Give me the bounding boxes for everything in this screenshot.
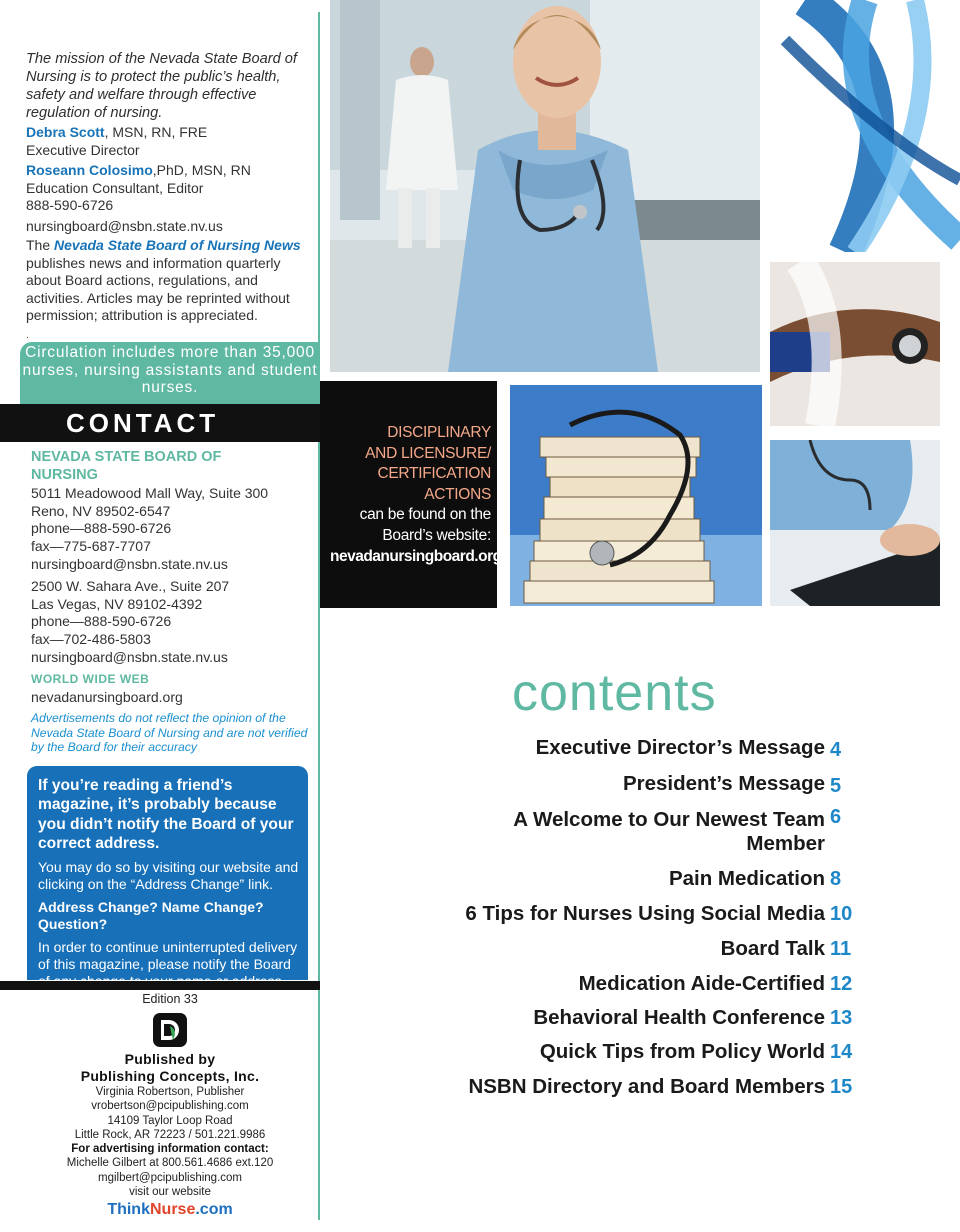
notice-headline: If you’re reading a friend’s magazine, it’s probably because you didn’t notify the Board of your correct address.: [38, 777, 294, 852]
contents-title: contents: [512, 664, 717, 722]
website-link[interactable]: nevadanursingboard.org: [31, 689, 183, 705]
ad-contact-email[interactable]: mgilbert@pcipublishing.com: [98, 1171, 242, 1184]
editor-phone: 888-590-6726: [26, 197, 114, 213]
blood-pressure-photo: [770, 262, 940, 426]
blue-swirl-image: [775, 0, 960, 252]
toc-page: 11: [830, 938, 852, 960]
toc-page: 6: [830, 806, 842, 828]
left-column: [0, 0, 320, 1232]
reno-address: [31, 485, 316, 574]
toc-title: Board Talk: [720, 937, 825, 960]
toc-title: NSBN Directory and Board Members: [468, 1075, 825, 1098]
publisher-street: 14109 Taylor Loop Road: [107, 1114, 233, 1127]
keyboard-photo: [770, 440, 940, 606]
disc-line-4: ACTIONS: [424, 485, 491, 503]
divider-bar: [0, 981, 320, 990]
reno-city: Reno, NV 89502-6547: [31, 502, 171, 519]
reno-phone: phone—888-590-6726: [31, 520, 172, 537]
disc-website-link[interactable]: nevadanursingboard.org: [330, 547, 502, 565]
publisher-logo-icon: [152, 1012, 188, 1048]
vegas-phone: phone—888-590-6726: [31, 613, 172, 630]
contact-header: [0, 404, 320, 442]
mission-statement: The mission of the Nevada State Board of Nursing is to protect the public’s health, safety and welfare through effective regulation of nursing.: [26, 51, 297, 121]
toc-title: 6 Tips for Nurses Using Social Media: [465, 902, 825, 925]
contact-heading: CONTACT: [66, 408, 220, 438]
published-by: Published by: [124, 1051, 216, 1067]
vegas-street: 2500 W. Sahara Ave., Suite 207: [31, 578, 230, 594]
editor-title: Education Consultant, Editor: [26, 179, 204, 196]
disc-line-6: Board’s website:: [382, 526, 491, 544]
www-label: WORLD WIDE WEB: [31, 672, 150, 686]
director-credit: [26, 124, 316, 159]
thinknurse-link[interactable]: [20, 1201, 320, 1219]
publisher-email[interactable]: vrobertson@pcipublishing.com: [91, 1100, 249, 1113]
publication-name: Nevada State Board of Nursing News: [54, 237, 301, 253]
about-paragraph: [26, 237, 311, 344]
reno-street: 5011 Meadowood Mall Way, Suite 300: [31, 485, 269, 501]
toc-page: 13: [830, 1007, 853, 1029]
about-prefix: The: [26, 237, 55, 253]
notice-instructions: You may do so by visiting our website and clicking on the “Address Change” link.: [38, 859, 299, 893]
disc-line-2: AND LICENSURE/: [365, 444, 491, 462]
nurse-text: Nurse: [149, 1201, 196, 1219]
toc-page: 8: [830, 868, 842, 890]
toc-title: Behavioral Health Conference: [533, 1006, 825, 1029]
director-name: Debra Scott: [26, 124, 105, 140]
reno-fax: fax—775-687-7707: [31, 538, 151, 555]
vegas-email[interactable]: nursingboard@nsbn.state.nv.us: [31, 648, 228, 665]
publisher-block: [20, 992, 320, 1219]
toc-title: Pain Medication: [668, 867, 825, 890]
about-text: publishes news and information quarterly about Board actions, regulations, and activities. Articles may be reprinted without permission; attribution is appreciated.: [26, 254, 290, 323]
toc-title: Medication Aide-Certified: [578, 972, 825, 995]
vegas-city: Las Vegas, NV 89102-4392: [31, 595, 203, 612]
com-text: .com: [195, 1201, 233, 1219]
editor-creds: ,PhD, MSN, RN: [152, 162, 251, 178]
toc-page: 4: [830, 739, 842, 761]
editor-name: Roseann Colosimo: [26, 162, 153, 178]
address-change-notice: [27, 766, 308, 980]
ad-contact-heading: For advertising information contact:: [71, 1143, 269, 1156]
vegas-address: [31, 578, 316, 667]
books-stethoscope-photo: [510, 385, 762, 606]
vegas-fax: fax—702-486-5803: [31, 631, 151, 648]
editor-credit: [26, 162, 316, 235]
edition-label: Edition 33: [142, 992, 198, 1006]
reno-email[interactable]: nursingboard@nsbn.state.nv.us: [31, 555, 228, 572]
circulation-banner: Circulation includes more than 35,000 nurses, nursing assistants and student nurses.: [20, 342, 320, 404]
org-name: NEVADA STATE BOARD OF NURSING: [31, 449, 222, 483]
toc-page: 14: [830, 1041, 853, 1063]
disciplinary-actions-box: [320, 381, 502, 608]
publisher-city: Little Rock, AR 72223 / 501.221.9986: [74, 1128, 266, 1141]
toc-page: 10: [830, 903, 853, 925]
think-text: Think: [107, 1201, 150, 1219]
disc-line-3: CERTIFICATION: [377, 465, 491, 483]
toc-title: A Welcome to Our Newest Team Member: [513, 808, 825, 855]
toc-page: 12: [830, 973, 853, 995]
toc-title: President’s Message: [622, 772, 825, 795]
about-dot: .: [26, 329, 29, 341]
toc-title: Quick Tips from Policy World: [539, 1040, 825, 1063]
publisher-company: Publishing Concepts, Inc.: [80, 1068, 260, 1084]
editor-email: nursingboard@nsbn.state.nv.us: [26, 217, 223, 234]
notice-delivery: In order to continue uninterrupted delivery of this magazine, please notify the Board: [38, 939, 298, 973]
ad-disclaimer: Advertisements do not reflect the opinion of the Nevada State Board of Nursing and are not verified by the Board for their accuracy: [31, 711, 308, 754]
publisher-name: Virginia Robertson, Publisher: [95, 1086, 245, 1098]
director-title: Executive Director: [26, 141, 140, 158]
ad-contact-name: Michelle Gilbert at 800.561.4686 ext.120: [66, 1157, 274, 1170]
director-creds: , MSN, RN, FRE: [104, 124, 208, 140]
disc-line-1: DISCIPLINARY: [387, 424, 491, 441]
disc-line-5: can be found on the: [359, 506, 491, 524]
nurse-photo: [330, 0, 760, 372]
notice-question: Address Change? Name Change? Question?: [38, 899, 264, 933]
toc-page: 15: [830, 1076, 853, 1098]
toc-title: Executive Director’s Message: [535, 736, 825, 759]
toc-page: 5: [830, 775, 842, 797]
visit-website-label: visit our website: [129, 1186, 211, 1199]
